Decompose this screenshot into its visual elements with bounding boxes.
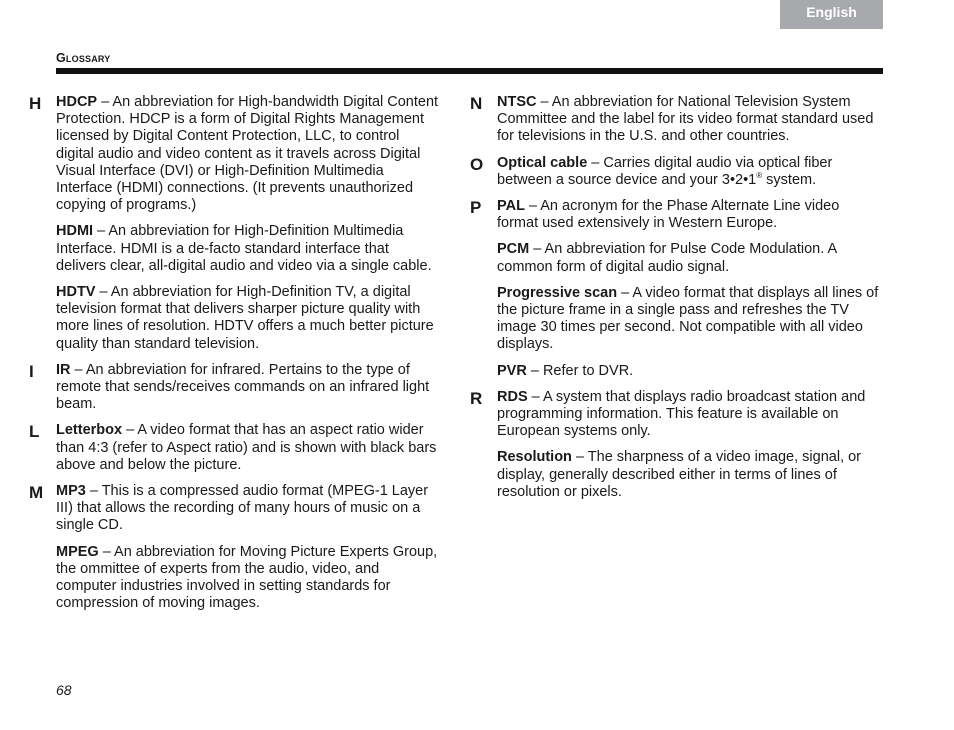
entry-definition: – Refer to DVR.	[526, 362, 634, 379]
entry-term: PCM	[497, 241, 530, 258]
entry-term: RDS	[497, 388, 528, 405]
entry-term: Resolution	[497, 449, 572, 466]
glossary-entry-letterbox	[56, 422, 441, 474]
glossary-entry-hdtv	[56, 284, 441, 353]
entry-definition: – A system that displays radio broadcast station and programming information. This feature is available on European systems only.	[497, 388, 866, 440]
entry-definition: – An abbreviation for National Television System Committee and the label for its video format standard used for televisions in the U.S. and other countries.	[497, 94, 874, 145]
group-letter: R	[470, 388, 483, 408]
glossary-group-p	[470, 198, 883, 380]
group-letter: L	[29, 422, 40, 442]
glossary-entry-hdmi	[56, 223, 441, 275]
glossary-entry-rds	[497, 389, 883, 441]
group-letter: O	[470, 154, 484, 174]
entry-definition-tail: system.	[762, 171, 817, 188]
entry-term: MP3	[56, 483, 86, 500]
glossary-entry-ir	[56, 362, 441, 414]
glossary-group-h	[29, 94, 441, 353]
entry-definition: – An abbreviation for High-bandwidth Digital Content Protection. HDCP is a form of Digital Rights Management licensed by Digital Content Protection, LLC, to control digital audio and video content as it travels across Digital Visual Interface (DVI) or High-Definition Multimedia Interface (HDMI) connections. (It prevents unauthorized copying of programs.)	[56, 94, 439, 214]
glossary-entry-optical-cable	[497, 155, 883, 189]
glossary-group-n	[470, 94, 883, 146]
glossary-group-l	[29, 422, 441, 474]
language-tab[interactable]: English	[780, 0, 883, 29]
entry-term: Progressive scan	[497, 284, 618, 301]
entry-definition: – An abbreviation for Pulse Code Modulation. A common form of digital audio signal.	[497, 241, 837, 275]
entry-term: NTSC	[497, 94, 537, 110]
page-number: 68	[56, 682, 72, 698]
entry-term: IR	[56, 361, 71, 378]
entry-term: HDMI	[56, 223, 94, 240]
section-title: Glossary	[56, 51, 111, 65]
glossary-entry-resolution	[497, 449, 883, 501]
entry-definition: – An abbreviation for Moving Picture Experts Group, the ommittee of experts from the audio, video, and computer industries involved in setting standards for compression of moving images.	[56, 543, 438, 612]
glossary-entry-hdcp	[56, 94, 441, 214]
group-letter: P	[470, 198, 482, 218]
entry-term: Optical cable	[497, 154, 588, 171]
entry-definition: – A video format that has an aspect ratio wider than 4:3 (refer to Aspect ratio) and is shown with black bars above and below the picture.	[56, 422, 437, 473]
entry-term: Letterbox	[56, 422, 123, 439]
glossary-entry-pal	[497, 198, 883, 232]
entry-term: MPEG	[56, 543, 99, 560]
entry-term: PAL	[497, 198, 525, 215]
entry-definition: – A video format that displays all lines of the picture frame in a single pass and refreshes the TV image 30 times per second. Not compatible with all video displays.	[497, 284, 879, 353]
glossary-entry-pcm	[497, 241, 883, 275]
group-letter: I	[29, 361, 34, 381]
entry-definition: – An acronym for the Phase Alternate Line video format used extensively in Western Europe.	[497, 198, 840, 232]
entry-term: HDCP	[56, 94, 98, 110]
glossary-group-o	[470, 154, 883, 189]
glossary-entry-mp3	[56, 483, 441, 535]
glossary-entry-pvr	[497, 363, 883, 380]
entry-term: PVR	[497, 362, 527, 379]
group-letter: N	[470, 94, 483, 113]
group-letter: M	[29, 483, 44, 503]
entry-definition: – An abbreviation for infrared. Pertains to the type of remote that sends/receives commands on an infrared light beam.	[56, 361, 430, 413]
entry-definition: – An abbreviation for High-Definition Multimedia Interface. HDMI is a de-facto standard interface that delivers clear, all-digital audio and video via a single cable.	[56, 223, 432, 274]
registered-mark: ®	[756, 170, 763, 180]
glossary-right-column	[470, 94, 883, 510]
glossary-group-m	[29, 483, 441, 612]
entry-definition: – An abbreviation for High-Definition TV, a digital television format that delivers sharper picture quality with more lines of resolution. HDTV offers a much better picture quality than standard television.	[56, 284, 434, 352]
entry-definition: – This is a compressed audio format (MPEG-1 Layer III) that allows the recording of many hours of music on a single CD.	[56, 483, 429, 534]
group-letter: H	[29, 94, 42, 113]
glossary-left-column	[29, 94, 441, 621]
glossary-entry-mpeg	[56, 544, 441, 613]
entry-definition: – Carries digital audio via optical fiber between a source device and your 3•2•1	[497, 154, 833, 188]
entry-term: HDTV	[56, 284, 96, 301]
glossary-group-i	[29, 361, 441, 414]
entry-definition: – The sharpness of a video image, signal, or display, generally described either in terms of lines of resolution or pixels.	[497, 449, 862, 500]
glossary-group-r	[470, 388, 883, 501]
glossary-entry-ntsc	[497, 94, 883, 146]
glossary-entry-progressive-scan	[497, 285, 883, 354]
header-rule	[56, 68, 883, 74]
